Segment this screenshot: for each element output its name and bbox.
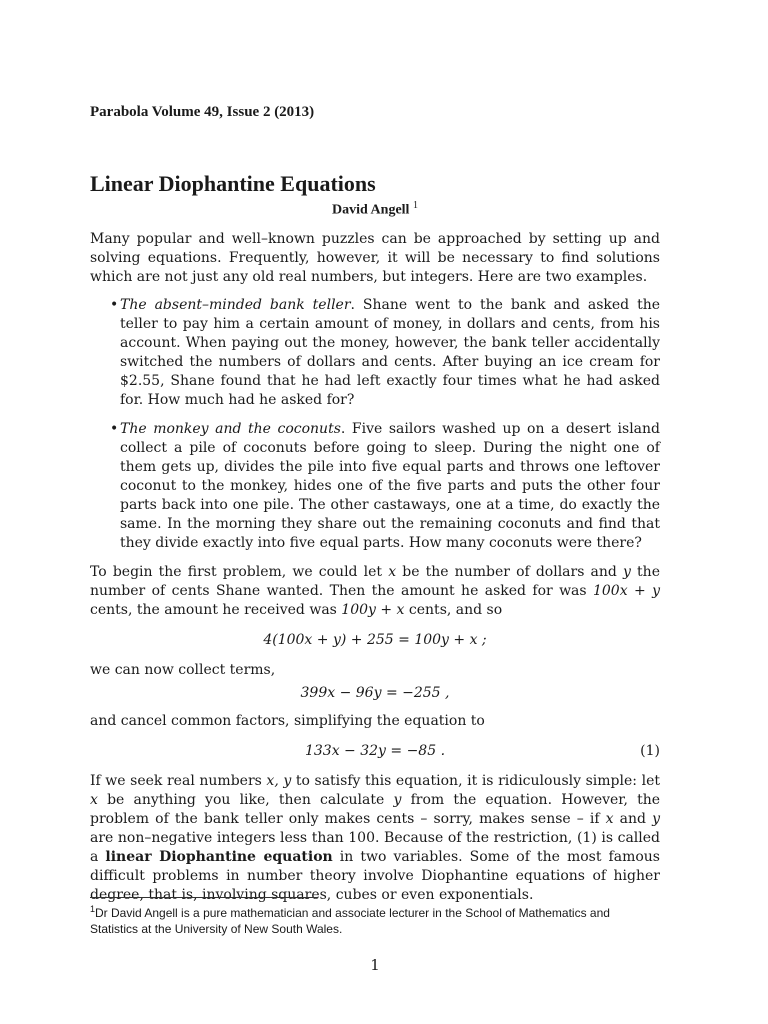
page-number: 1 [370, 956, 380, 974]
text-run: If we seek real numbers [90, 773, 267, 789]
text-run: in two variables. Some of the most famous difficult problems in number theory involve Diophantine equations of higher degree, that is, involving squares, cubes or even exponentials. [90, 849, 660, 903]
math-run: y [623, 564, 631, 580]
example-heading: The absent–minded bank teller [120, 297, 351, 313]
text-run: be anything you like, then calculate [97, 792, 394, 808]
list-item [90, 296, 660, 410]
setup-paragraph [90, 563, 660, 620]
text-run: be the number of dollars and [396, 564, 623, 580]
footnote-text: Dr David Angell is a pure mathematician and associate lecturer in the School of Mathematics and Statistics at the University of New South Wales. [90, 906, 610, 936]
text-run: To begin the first problem, we could let [90, 564, 389, 580]
author-line [90, 200, 660, 219]
math-run: x [388, 564, 397, 580]
text-run: are non–negative integers less than 100. Because of the restriction, (1) is called a [90, 830, 660, 865]
author-name: David Angell [332, 202, 410, 218]
math-run: 100x + y [592, 583, 660, 599]
example-text: . Five sailors washed up on a desert island collect a pile of coconuts before going to sleep. During the night one of them gets up, divides the pile into five equal parts and throws one leftover coconut to the monkey, hides one of the five parts and puts the other four parts back into one pile. The other castaways, one at a time, do exactly the same. In the morning they share out the remaining coconuts and find that they divide exactly into five equal parts. How many coconuts were there? [120, 421, 660, 551]
text-run: cents, and so [404, 602, 503, 618]
list-item [90, 420, 660, 553]
bold-term: linear Diophantine equation [105, 849, 333, 865]
discussion-paragraph [90, 772, 660, 905]
example-text: . Shane went to the bank and asked the teller to pay him a certain amount of money, in dollars and cents, from his account. When paying out the money, however, the bank teller accidentally switched the numbers of dollars and cents. After buying an ice cream for $2.55, Shane found that he had left exactly four times what he had asked for. How much had he asked for? [120, 297, 660, 408]
equation-2: 399x − 96y = −255 , [300, 685, 450, 701]
article-body [90, 230, 660, 905]
text-run: the number of cents Shane wanted. Then the amount he asked for was [90, 564, 660, 599]
text-run: from the equation. However, the problem of the bank teller only makes cents – sorry, makes sense – if [90, 792, 661, 827]
text-run: and [613, 811, 653, 827]
math-run: y [393, 792, 402, 808]
examples-list [90, 296, 660, 553]
math-run: 100y + x [341, 602, 405, 618]
footnote [90, 901, 660, 937]
bullet-icon: • [110, 297, 119, 313]
bullet-icon: • [110, 421, 119, 437]
collect-text: we can now collect terms, [90, 662, 276, 678]
journal-header: Parabola Volume 49, Issue 2 (2013) [90, 104, 315, 120]
math-run: y [652, 811, 660, 827]
footnote-mark: 1 [90, 904, 96, 914]
article-title: Linear Diophantine Equations [90, 171, 376, 196]
math-run: x [605, 811, 614, 827]
author-footnote-mark: 1 [412, 200, 418, 211]
equation-3 [90, 742, 660, 761]
math-run: x [90, 792, 98, 808]
cancel-text: and cancel common factors, simplifying the equation to [90, 713, 485, 729]
equation-1: 4(100x + y) + 255 = 100y + x ; [263, 632, 487, 648]
text-run: cents, the amount he received was [90, 602, 342, 618]
equation-3-body: 133x − 32y = −85 . [304, 743, 446, 759]
text-run: to satisfy this equation, it is ridiculously simple: let [291, 773, 660, 789]
footnote-divider [90, 897, 318, 898]
example-heading: The monkey and the coconuts [120, 421, 341, 437]
equation-number: (1) [640, 743, 660, 759]
intro-paragraph: Many popular and well–known puzzles can be approached by setting up and solving equations. Frequently, however, it will be necessary to find solutions which are not just any old real numbers, but integers. Here are two examples. [90, 231, 660, 285]
math-run: x, y [266, 773, 292, 789]
